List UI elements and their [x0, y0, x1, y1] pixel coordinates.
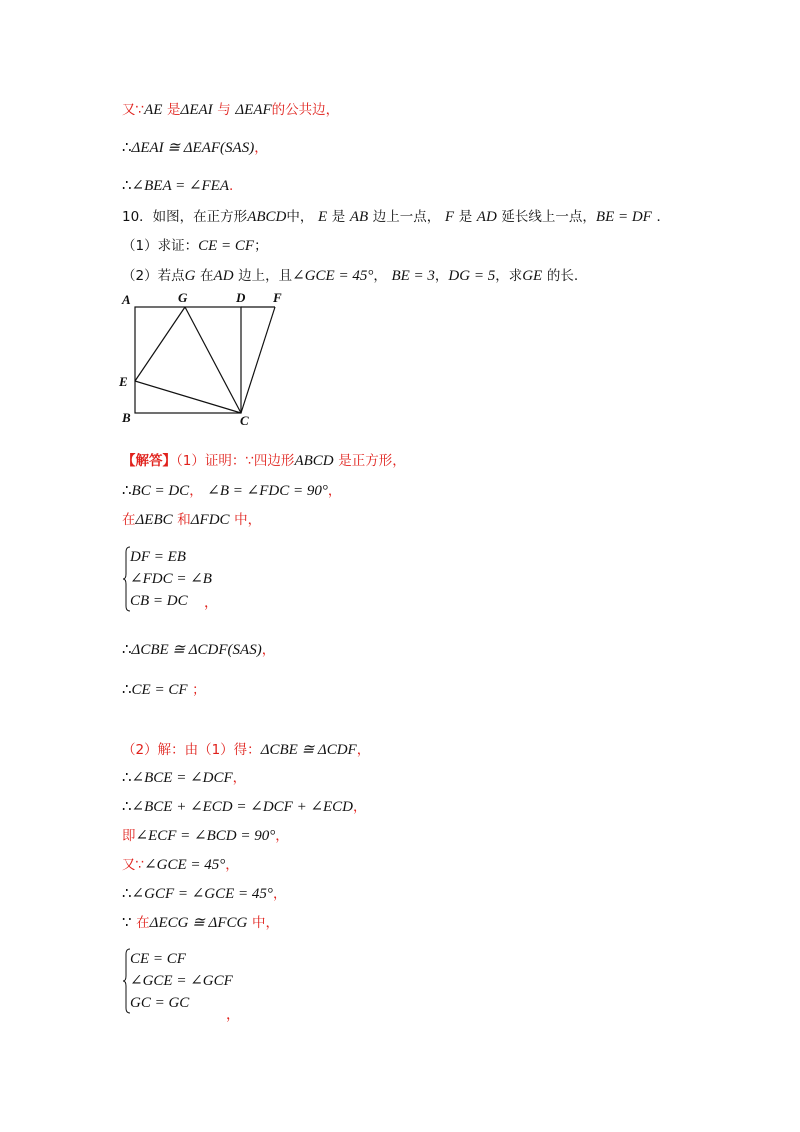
equation-row: CB = DC [130, 593, 188, 609]
label-a: A [122, 292, 131, 307]
text-line: ∴∠BCE = ∠DCF， [122, 770, 247, 786]
equation-row: ∠FDC = ∠B [130, 571, 212, 587]
label-d: D [236, 290, 246, 305]
equation-system-2 [122, 948, 242, 1014]
text-line: ∴ΔCBE ≅ ΔCDF(SAS)， [122, 642, 276, 658]
trailing-comma: ， [226, 1007, 240, 1023]
equation-system-1 [122, 546, 242, 612]
equation-rows [130, 948, 233, 1014]
text-line: 又∵AE 是ΔEAI 与 ΔEAF的公共边， [122, 102, 340, 118]
text-line: ∴∠BCE + ∠ECD = ∠DCF + ∠ECD， [122, 799, 367, 815]
equation-row: CE = CF [130, 951, 186, 967]
text-line: ∴∠BEA = ∠FEA. [122, 178, 234, 194]
text-line: ∴CE = CF ； [122, 682, 206, 698]
text-line: ∴ΔEAI ≅ ΔEAF(SAS)， [122, 140, 268, 156]
equation-row: DF = EB [130, 549, 186, 565]
text-line: （2）解：由（1）得：ΔCBE ≅ ΔCDF， [122, 742, 371, 758]
label-b: B [122, 410, 131, 425]
segment-ge [135, 307, 185, 381]
question-10-part-1: （1）求证：CE = CF； [122, 238, 268, 254]
equation-row: ∠GCE = ∠GCF [130, 973, 233, 989]
geometry-figure [118, 290, 298, 430]
text-line: ∴BC = DC， ∠B = ∠FDC = 90°， [122, 483, 342, 499]
question-10-stem: 10．如图，在正方形ABCD中， E 是 AB 边上一点， F 是 AD 延长线上一点，BE = DF ． [122, 209, 670, 225]
question-10-part-2: （2）若点G 在AD 边上，且∠GCE = 45°， BE = 3，DG = 5，求GE 的长. [122, 268, 579, 284]
label-c: C [240, 413, 249, 428]
equation-rows [130, 546, 212, 612]
text-line: 在ΔEBC 和ΔFDC 中， [122, 512, 262, 528]
text-line: 即∠ECF = ∠BCD = 90°， [122, 828, 289, 844]
equation-row: GC = GC [130, 995, 190, 1011]
answer-heading: 【解答】（1）证明：∵四边形ABCD 是正方形， [122, 453, 406, 469]
label-g: G [178, 290, 188, 305]
text-line: ∵ 在ΔECG ≅ ΔFCG 中， [122, 915, 279, 931]
label-f: F [273, 290, 282, 305]
text-line: 又∵∠GCE = 45°， [122, 857, 239, 873]
label-e: E [119, 374, 128, 389]
trailing-comma: ， [204, 595, 218, 611]
text-line: ∴∠GCF = ∠GCE = 45°， [122, 886, 287, 902]
segment-ec [135, 381, 241, 413]
segment-gc [185, 307, 241, 413]
segment-fc [241, 307, 275, 413]
